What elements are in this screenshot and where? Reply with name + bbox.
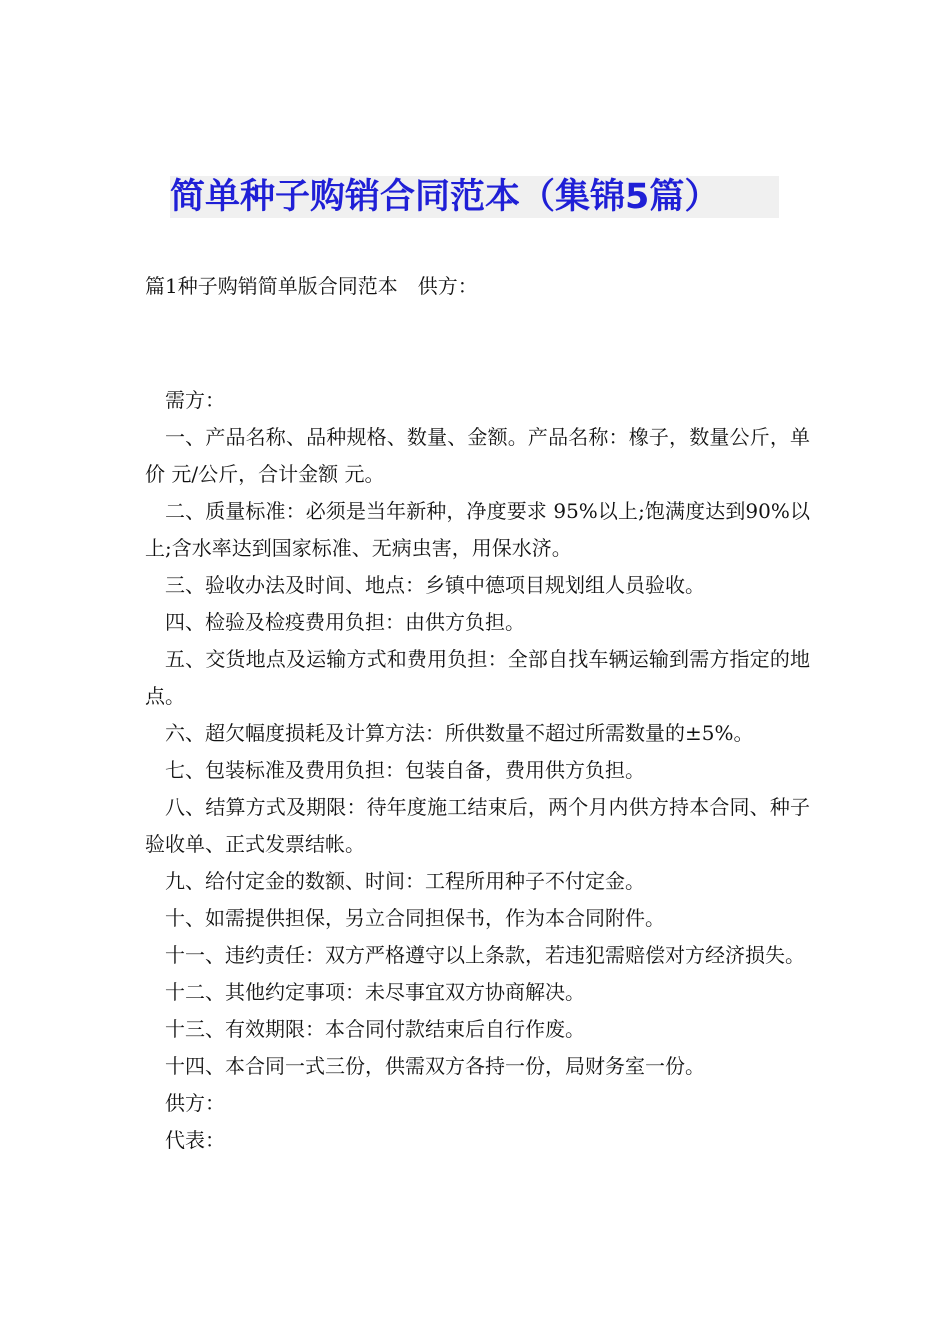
paragraph-clause-14: 十四、本合同一式三份，供需双方各持一份，局财务室一份。 bbox=[165, 1054, 705, 1078]
intro-line: 篇1种子购销简单版合同范本 供方： bbox=[145, 274, 478, 298]
paragraph-buyer: 需方： bbox=[165, 388, 225, 412]
paragraph-clause-11: 十一、违约责任：双方严格遵守以上条款，若违犯需赔偿对方经济损失。 bbox=[165, 943, 805, 967]
paragraph-clause-9: 九、给付定金的数额、时间：工程所用种子不付定金。 bbox=[165, 869, 645, 893]
paragraph-clause-12: 十二、其他约定事项：未尽事宜双方协商解决。 bbox=[165, 980, 585, 1004]
paragraph-clause-5: 五、交货地点及运输方式和费用负担：全部自找车辆运输到需方指定的地点。 bbox=[145, 647, 810, 708]
document-title: 简单种子购销合同范本（集锦5篇） bbox=[170, 177, 720, 217]
paragraph-clause-2: 二、质量标准：必须是当年新种，净度要求 95%以上;饱满度达到90%以上;含水率达到国家标准、无病虫害，用保水济。 bbox=[145, 499, 810, 560]
paragraph-clause-7: 七、包装标准及费用负担：包装自备，费用供方负担。 bbox=[165, 758, 645, 782]
paragraph-clause-3: 三、验收办法及时间、地点：乡镇中德项目规划组人员验收。 bbox=[165, 573, 705, 597]
title-highlight bbox=[170, 176, 779, 218]
paragraph-clause-6: 六、超欠幅度损耗及计算方法：所供数量不超过所需数量的±5%。 bbox=[165, 721, 754, 745]
paragraph-clause-13: 十三、有效期限：本合同付款结束后自行作废。 bbox=[165, 1017, 585, 1041]
paragraph-clause-8: 八、结算方式及期限：待年度施工结束后，两个月内供方持本合同、种子验收单、正式发票结帐。 bbox=[145, 795, 810, 856]
contract-body bbox=[145, 382, 810, 1159]
paragraph-clause-10: 十、如需提供担保，另立合同担保书，作为本合同附件。 bbox=[165, 906, 665, 930]
paragraph-clause-4: 四、检验及检疫费用负担：由供方负担。 bbox=[165, 610, 525, 634]
paragraph-representative: 代表： bbox=[165, 1128, 225, 1152]
paragraph-supplier-signature: 供方： bbox=[165, 1091, 225, 1115]
paragraph-clause-1: 一、产品名称、品种规格、数量、金额。产品名称：橡子，数量公斤，单价 元/公斤，合计金额 元。 bbox=[145, 425, 810, 486]
